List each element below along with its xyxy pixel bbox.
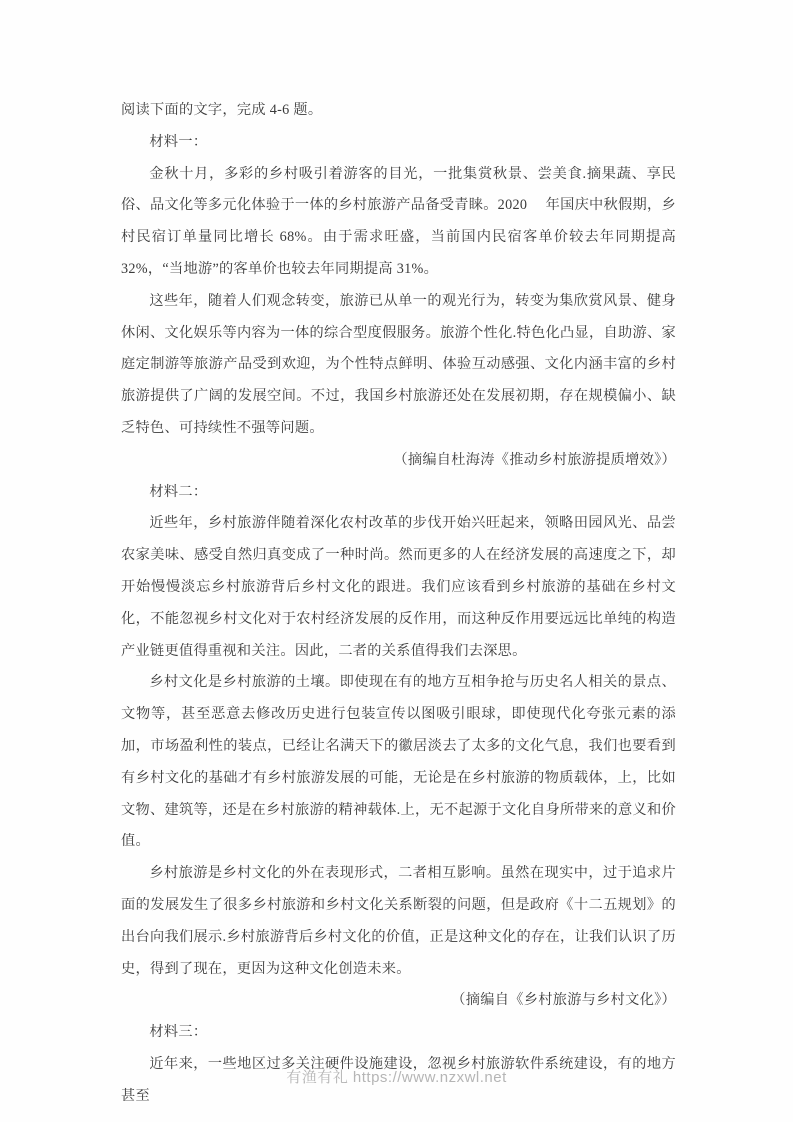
prompt-line: 阅读下面的文字，完成 4-6 题。: [121, 102, 323, 118]
material-1-source: （摘编自杜海涛《推动乡村旅游提质增效》）: [393, 451, 676, 468]
material-2-source: （摘编自《乡村旅游与乡村文化》）: [451, 992, 676, 1009]
watermark-footer: 有渔有礼 https://www.nzxwl.net: [286, 1069, 507, 1086]
material-2-paragraph-2: 乡村文化是乡村旅游的土壤。即使现在有的地方互相争抢与历史名人相关的景点、文物等，甚至恶意去修改历史进行包装宣传以图吸引眼球，即使现代化夸张元素的添加，市场盈利性的装点，已经让名满天下的徽居淡去了太多的文化气息，我们也要看到有乡村文化的基础才有乡村旅游发展的可能，无论是在乡村旅游的物质载体，上，比如文物、建筑等，还是在乡村旅游的精神载体.上，无不起源于文化自身所带来的意义和价值。: [121, 674, 676, 850]
material-1-paragraph-2: 这些年，随着人们观念转变，旅游已从单一的观光行为，转变为集欣赏风景、健身休闲、文化娱乐等内容为一体的综合型度假服务。旅游个性化.特色化凸显，自助游、家庭定制游等旅游产品受到欢迎，为个性特点鲜明、体验互动感强、文化内涵丰富的乡村旅游提供了广阔的发展空间。不过，我国乡村旅游还处在发展初期，存在规模偏小、缺乏特色、可持续性不强等问题。: [121, 292, 676, 436]
material-3-paragraph-1: 近年来，一些地区过多关注硬件设施建设，忽视乡村旅游软件系统建设，有的地方甚至: [121, 1055, 676, 1104]
document-body: [121, 95, 676, 1113]
material-1-heading: 材料一：: [149, 133, 208, 150]
material-1-paragraph-1: 金秋十月，多彩的乡村吸引着游客的目光，一批集赏秋景、尝美食.摘果蔬、享民俗、品文化等多元化体验于一体的乡村旅游产品备受青睐。2020 年国庆中秋假期，乡村民宿订单量同比增长 68%。由于需求旺盛，当前国内民宿客单价较去年同期提高 32%，“当地游”的客单价也较去年同期提高 31%。: [121, 165, 676, 277]
material-2-paragraph-3: 乡村旅游是乡村文化的外在表现形式，二者相互影响。虽然在现实中，过于追求片面的发展发生了很多乡村旅游和乡村文化关系断裂的问题，但是政府《十二五规划》的出台向我们展示.乡村旅游背后乡村文化的价值，正是这种文化的存在，让我们认识了历史，得到了现在，更因为这种文化创造未来。: [121, 865, 676, 977]
material-2-paragraph-1: 近些年，乡村旅游伴随着深化农村改革的步伐开始兴旺起来，领略田园风光、品尝农家美味、感受自然归真变成了一种时尚。然而更多的人在经济发展的高速度之下，却开始慢慢淡忘乡村旅游背后乡村文化的跟进。我们应该看到乡村旅游的基础在乡村文化，不能忽视乡村文化对于农村经济发展的反作用，而这种反作用要远远比单纯的构造产业链更值得重视和关注。因此，二者的关系值得我们去深思。: [121, 515, 676, 659]
material-3-heading: 材料三：: [149, 1024, 208, 1041]
material-2-heading: 材料二：: [149, 483, 208, 500]
